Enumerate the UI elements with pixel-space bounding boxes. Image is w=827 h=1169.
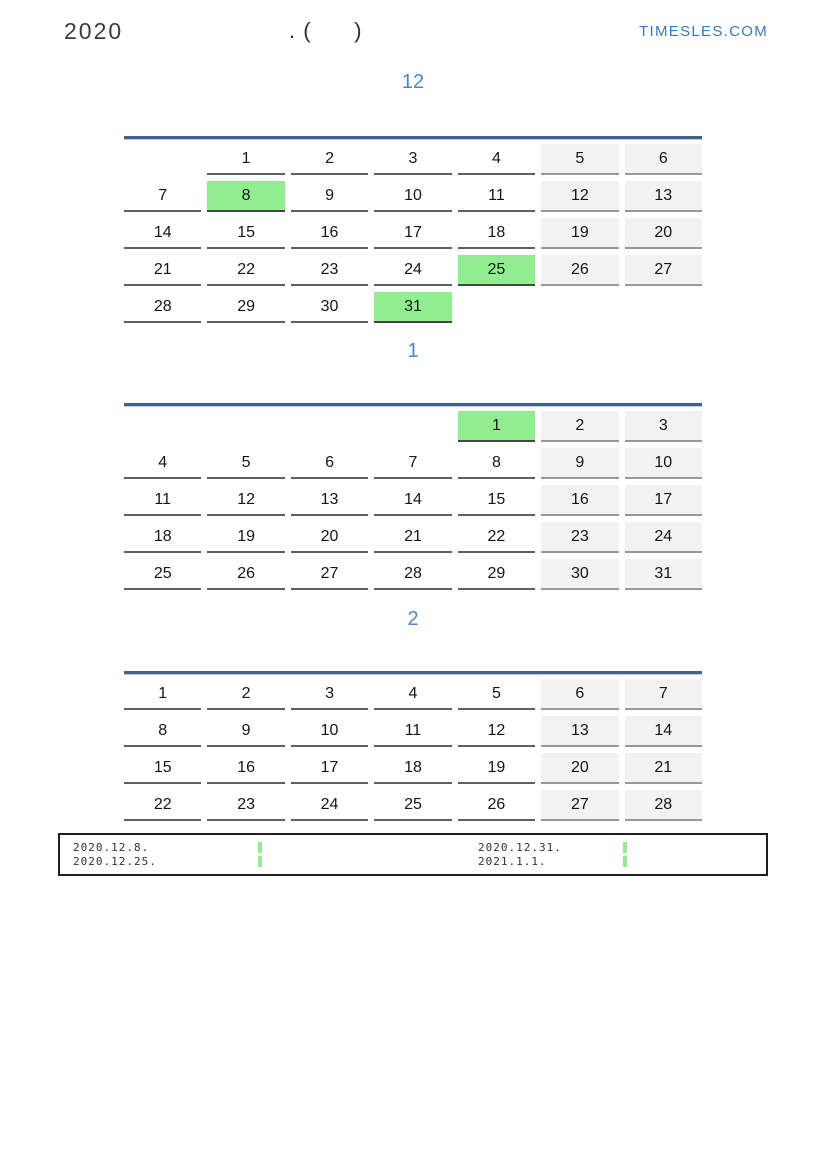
day-cell: 29: [207, 292, 284, 323]
day-cell: 21: [124, 255, 201, 286]
day-cell: 11: [458, 181, 535, 212]
day-cell: 9: [541, 448, 618, 479]
day-cell: 30: [541, 559, 618, 590]
month-table-december: [124, 136, 702, 323]
day-cell: 5: [207, 448, 284, 479]
day-cell: 22: [207, 255, 284, 286]
day-cell: 15: [458, 485, 535, 516]
day-cell: 12: [541, 181, 618, 212]
month-grid-january: [124, 411, 702, 590]
day-cell: 11: [124, 485, 201, 516]
day-cell: 15: [124, 753, 201, 784]
empty-cell: [207, 411, 284, 440]
day-cell: 3: [291, 679, 368, 710]
day-cell: 28: [374, 559, 451, 590]
site-logo-link[interactable]: TIMESLES.COM: [639, 23, 768, 40]
legend-item: [73, 854, 262, 868]
day-cell: 25: [124, 559, 201, 590]
table-top-border: [124, 403, 702, 407]
day-cell: 2: [207, 679, 284, 710]
day-cell: 19: [458, 753, 535, 784]
month-note-label: . ( ): [289, 18, 363, 43]
day-cell: 31: [374, 292, 451, 323]
day-cell: 26: [207, 559, 284, 590]
day-cell: 3: [625, 411, 702, 442]
highlight-marker-icon: [258, 842, 262, 853]
table-top-border: [124, 671, 702, 675]
month-title-january: 1: [407, 340, 419, 362]
month-table-february: [124, 671, 702, 821]
day-cell: 18: [124, 522, 201, 553]
day-cell: 22: [458, 522, 535, 553]
day-cell: 25: [374, 790, 451, 821]
legend-item: [478, 854, 627, 868]
day-cell: 16: [207, 753, 284, 784]
day-cell: 14: [374, 485, 451, 516]
legend-date: 2021.1.1.: [478, 854, 547, 868]
day-cell: 17: [291, 753, 368, 784]
day-cell: 5: [541, 144, 618, 175]
day-cell: 13: [625, 181, 702, 212]
legend-item: [73, 840, 262, 854]
empty-cell: [458, 292, 535, 321]
day-cell: 6: [291, 448, 368, 479]
day-cell: 17: [625, 485, 702, 516]
day-cell: 26: [458, 790, 535, 821]
day-cell: 10: [374, 181, 451, 212]
day-cell: 23: [291, 255, 368, 286]
day-cell: 4: [458, 144, 535, 175]
day-cell: 9: [291, 181, 368, 212]
legend-item: [478, 840, 627, 854]
day-cell: 19: [541, 218, 618, 249]
day-cell: 9: [207, 716, 284, 747]
day-cell: 7: [374, 448, 451, 479]
day-cell: 8: [124, 716, 201, 747]
day-cell: 12: [458, 716, 535, 747]
day-cell: 20: [291, 522, 368, 553]
day-cell: 27: [625, 255, 702, 286]
day-cell: 18: [458, 218, 535, 249]
day-cell: 31: [625, 559, 702, 590]
day-cell: 24: [291, 790, 368, 821]
day-cell: 2: [541, 411, 618, 442]
day-cell: 7: [124, 181, 201, 212]
day-cell: 15: [207, 218, 284, 249]
day-cell: 7: [625, 679, 702, 710]
month-title-december: 12: [401, 71, 425, 93]
day-cell: 24: [625, 522, 702, 553]
table-top-border: [124, 136, 702, 140]
day-cell: 4: [124, 448, 201, 479]
month-grid-february: [124, 679, 702, 821]
day-cell: 1: [124, 679, 201, 710]
day-cell: 30: [291, 292, 368, 323]
highlight-marker-icon: [623, 842, 627, 853]
day-cell: 21: [625, 753, 702, 784]
day-cell: 10: [291, 716, 368, 747]
day-cell: 29: [458, 559, 535, 590]
legend-date: 2020.12.31.: [478, 840, 562, 854]
day-cell: 5: [458, 679, 535, 710]
year-label: 2020: [64, 18, 124, 44]
day-cell: 25: [458, 255, 535, 286]
day-cell: 17: [374, 218, 451, 249]
day-cell: 18: [374, 753, 451, 784]
day-cell: 6: [625, 144, 702, 175]
day-cell: 20: [541, 753, 618, 784]
day-cell: 27: [291, 559, 368, 590]
day-cell: 14: [625, 716, 702, 747]
day-cell: 20: [625, 218, 702, 249]
day-cell: 11: [374, 716, 451, 747]
day-cell: 12: [207, 485, 284, 516]
empty-cell: [124, 144, 201, 173]
day-cell: 26: [541, 255, 618, 286]
day-cell: 23: [541, 522, 618, 553]
day-cell: 8: [207, 181, 284, 212]
highlight-marker-icon: [623, 856, 627, 867]
legend-column: [73, 840, 262, 868]
legend-box: [58, 833, 768, 876]
day-cell: 2: [291, 144, 368, 175]
empty-cell: [124, 411, 201, 440]
highlight-marker-icon: [258, 856, 262, 867]
day-cell: 13: [541, 716, 618, 747]
day-cell: 8: [458, 448, 535, 479]
empty-cell: [291, 411, 368, 440]
day-cell: 6: [541, 679, 618, 710]
day-cell: 4: [374, 679, 451, 710]
empty-cell: [541, 292, 618, 321]
day-cell: 1: [207, 144, 284, 175]
month-title-february: 2: [407, 608, 419, 630]
day-cell: 23: [207, 790, 284, 821]
day-cell: 27: [541, 790, 618, 821]
empty-cell: [625, 292, 702, 321]
month-grid-december: [124, 144, 702, 323]
day-cell: 13: [291, 485, 368, 516]
day-cell: 19: [207, 522, 284, 553]
day-cell: 22: [124, 790, 201, 821]
day-cell: 21: [374, 522, 451, 553]
day-cell: 28: [625, 790, 702, 821]
empty-cell: [374, 411, 451, 440]
day-cell: 3: [374, 144, 451, 175]
day-cell: 16: [291, 218, 368, 249]
legend-column: [478, 840, 627, 868]
month-table-january: [124, 403, 702, 590]
day-cell: 10: [625, 448, 702, 479]
legend-date: 2020.12.8.: [73, 840, 150, 854]
day-cell: 1: [458, 411, 535, 442]
day-cell: 28: [124, 292, 201, 323]
day-cell: 16: [541, 485, 618, 516]
legend-date: 2020.12.25.: [73, 854, 157, 868]
day-cell: 14: [124, 218, 201, 249]
day-cell: 24: [374, 255, 451, 286]
